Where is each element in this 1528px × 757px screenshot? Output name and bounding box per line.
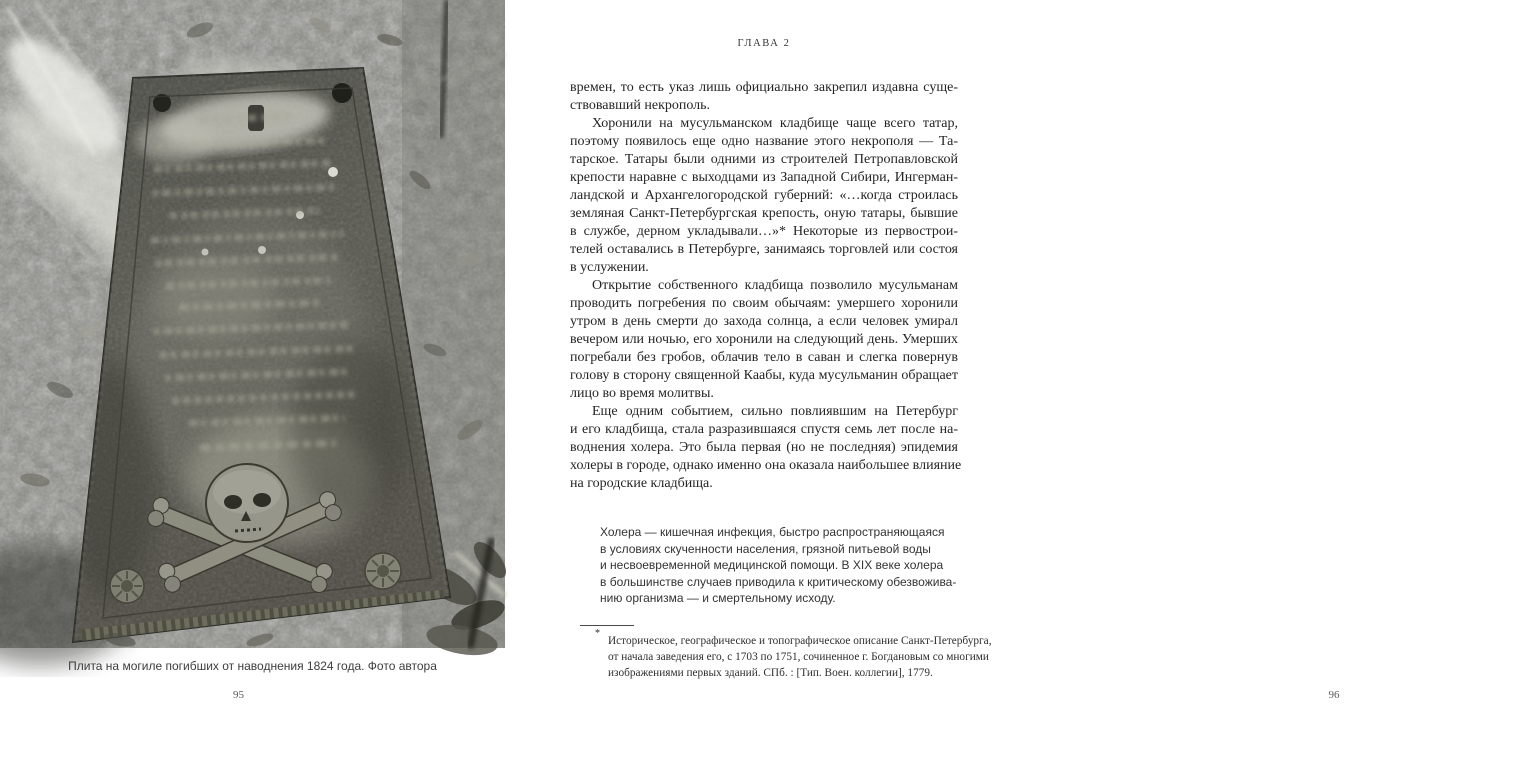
left-page (0, 0, 505, 757)
running-header: ГЛАВА 2 (737, 38, 791, 49)
text-line: на городские кладбища. (570, 476, 713, 491)
text-line: телей оставались в Петербурге, занимаясь торговлей или состоя (570, 242, 958, 257)
text-line: ствовавший некрополь. (570, 98, 711, 113)
text-line: и несвоевременной медицинской помощи. В XIX веке холера (600, 558, 944, 572)
text-line: изображениями первых зданий. СПб. : [Тип. Воен. коллегии], 1779. (608, 667, 933, 679)
rosette-right (365, 553, 401, 589)
text-line: нию организма — и смертельному исходу. (600, 591, 836, 605)
text-line: голову в сторону священной Каабы, куда мусульманин обращает (570, 368, 958, 383)
text-line: Еще одним событием, сильно повлиявшим на Петербург (592, 404, 958, 419)
text-line: воднения холера. Это была первая (но не последняя) эпидемия (570, 440, 958, 455)
paragraph (570, 115, 958, 277)
text-line: в условиях скученности населения, грязной питьевой воды (600, 541, 931, 556)
text-line: погребали без гробов, облачив тело в саван и слегка повернув (570, 350, 958, 365)
paragraph (570, 403, 962, 493)
text-line: в службе, дерном укладывали…»* Некоторые из первострои- (570, 224, 958, 239)
photo-caption: Плита на могиле погибших от наводнения 1824 года. Фото автора (68, 659, 437, 673)
text-line: земляная Санкт-Петербургская крепость, оную татары, бывшие (570, 206, 958, 221)
text-line: поэтому появилось еще одно название этого некрополя — Та- (570, 134, 958, 149)
text-line: утром в день смерти до захода солнца, а если человек умирал (570, 314, 958, 329)
text-line: холеры в городе, однако именно она оказала наибольшее влияние (570, 458, 962, 473)
footnote-rule (580, 625, 634, 626)
page-number-left: 95 (233, 689, 244, 701)
paragraph (570, 277, 958, 403)
text-line: Хоронили на мусульманском кладбище чаще всего татар, (592, 116, 958, 131)
text-line: времен, то есть указ лишь официально закрепил издавна суще- (570, 80, 958, 95)
text-line: Историческое, географическое и топографическое описание Санкт-Петербурга, (608, 635, 992, 647)
text-line: от начала заведения его, с 1703 по 1751, сочиненное г. Богдановым со многими (608, 651, 989, 663)
text-line: Открытие собственного кладбища позволило мусульманам (592, 278, 958, 293)
footnote (608, 633, 992, 681)
footnote-marker: * (595, 628, 600, 639)
right-page (570, 0, 1340, 757)
rosette-left (110, 569, 144, 603)
paragraph (570, 79, 958, 115)
text-line: лицо во время молитвы. (570, 386, 714, 401)
text-line: и его кладбища, стала разразившаяся спустя семь лет после на- (570, 422, 958, 437)
text-line: ландской и Архангелогородской губерний: «…когда строилась (570, 188, 958, 203)
text-line: тарское. Татары были одними из строителей Петропавловской (570, 152, 958, 167)
gravestone-photo-image (0, 0, 505, 648)
inline-note-cholera (600, 524, 957, 607)
body-text (570, 79, 962, 493)
text-line: вечером или ночью, его хоронили на следующий день. Умерших (570, 332, 958, 347)
text-line: Холера — кишечная инфекция, быстро распространяющаяся (600, 525, 945, 539)
text-line: крепости наравне с выходцами из Западной Сибири, Ингерман- (570, 170, 958, 185)
text-line: проводить погребения по своим обычаям: умершего хоронили (570, 296, 958, 311)
text-line: в услужении. (570, 260, 649, 275)
gravestone-photo (0, 0, 505, 648)
page-number-right: 96 (1328, 689, 1340, 701)
text-line: в большинстве случаев приводила к критическому обезвожива- (600, 574, 957, 589)
